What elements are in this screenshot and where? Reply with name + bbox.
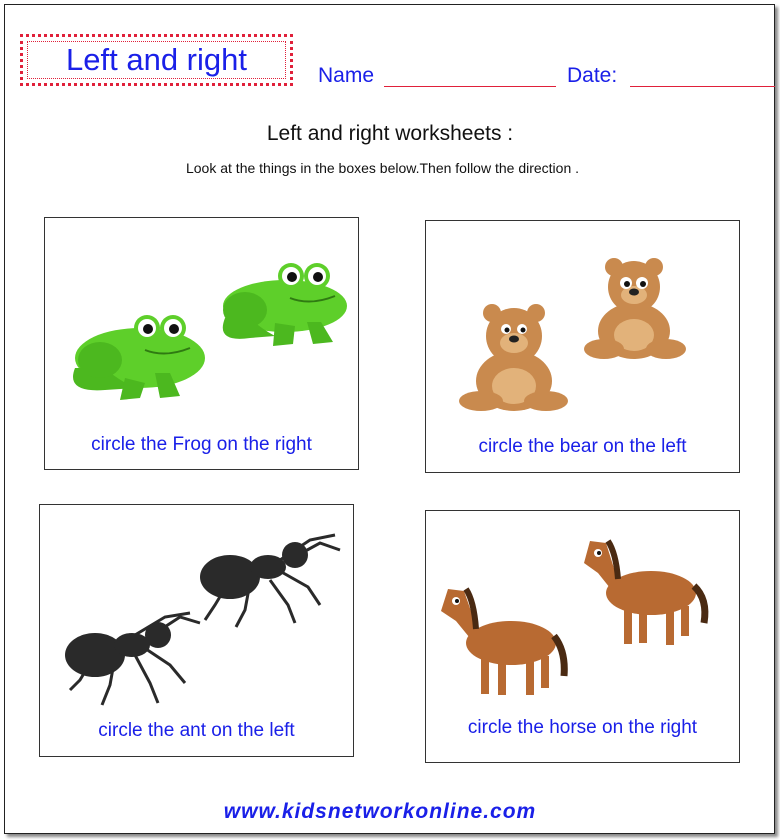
horse-card — [425, 510, 740, 763]
name-label: Name — [318, 64, 375, 87]
ant-caption: circle the ant on the left — [98, 720, 295, 741]
frog-caption: circle the Frog on the right — [91, 434, 312, 455]
worksheet-heading: Left and right worksheets : — [266, 122, 514, 145]
horse-right-icon[interactable] — [584, 541, 705, 645]
date-label: Date: — [567, 64, 618, 87]
horse-caption: circle the horse on the right — [467, 717, 698, 738]
date-line[interactable] — [630, 86, 775, 87]
bear-card — [425, 220, 740, 473]
ant-right-icon[interactable] — [200, 535, 340, 627]
ant-card — [39, 504, 354, 757]
frog-right-icon[interactable] — [223, 263, 347, 346]
frog-card — [44, 217, 359, 470]
bear-right-icon[interactable] — [584, 258, 686, 359]
horse-left-icon[interactable] — [441, 589, 564, 695]
website-footer[interactable]: www.kidsnetworkonline.com — [223, 800, 537, 823]
title-box — [20, 34, 293, 86]
bear-caption: circle the bear on the left — [478, 436, 687, 457]
worksheet-instruction: Look at the things in the boxes below.Then follow the direction . — [185, 160, 580, 176]
bear-illustration — [426, 221, 739, 472]
frog-illustration — [45, 218, 358, 469]
bear-left-icon[interactable] — [459, 304, 568, 411]
name-line[interactable] — [384, 86, 556, 87]
worksheet-title: Left and right — [66, 42, 247, 77]
ant-illustration — [40, 505, 353, 756]
frog-left-icon[interactable] — [73, 315, 205, 400]
ant-left-icon[interactable] — [65, 613, 200, 705]
